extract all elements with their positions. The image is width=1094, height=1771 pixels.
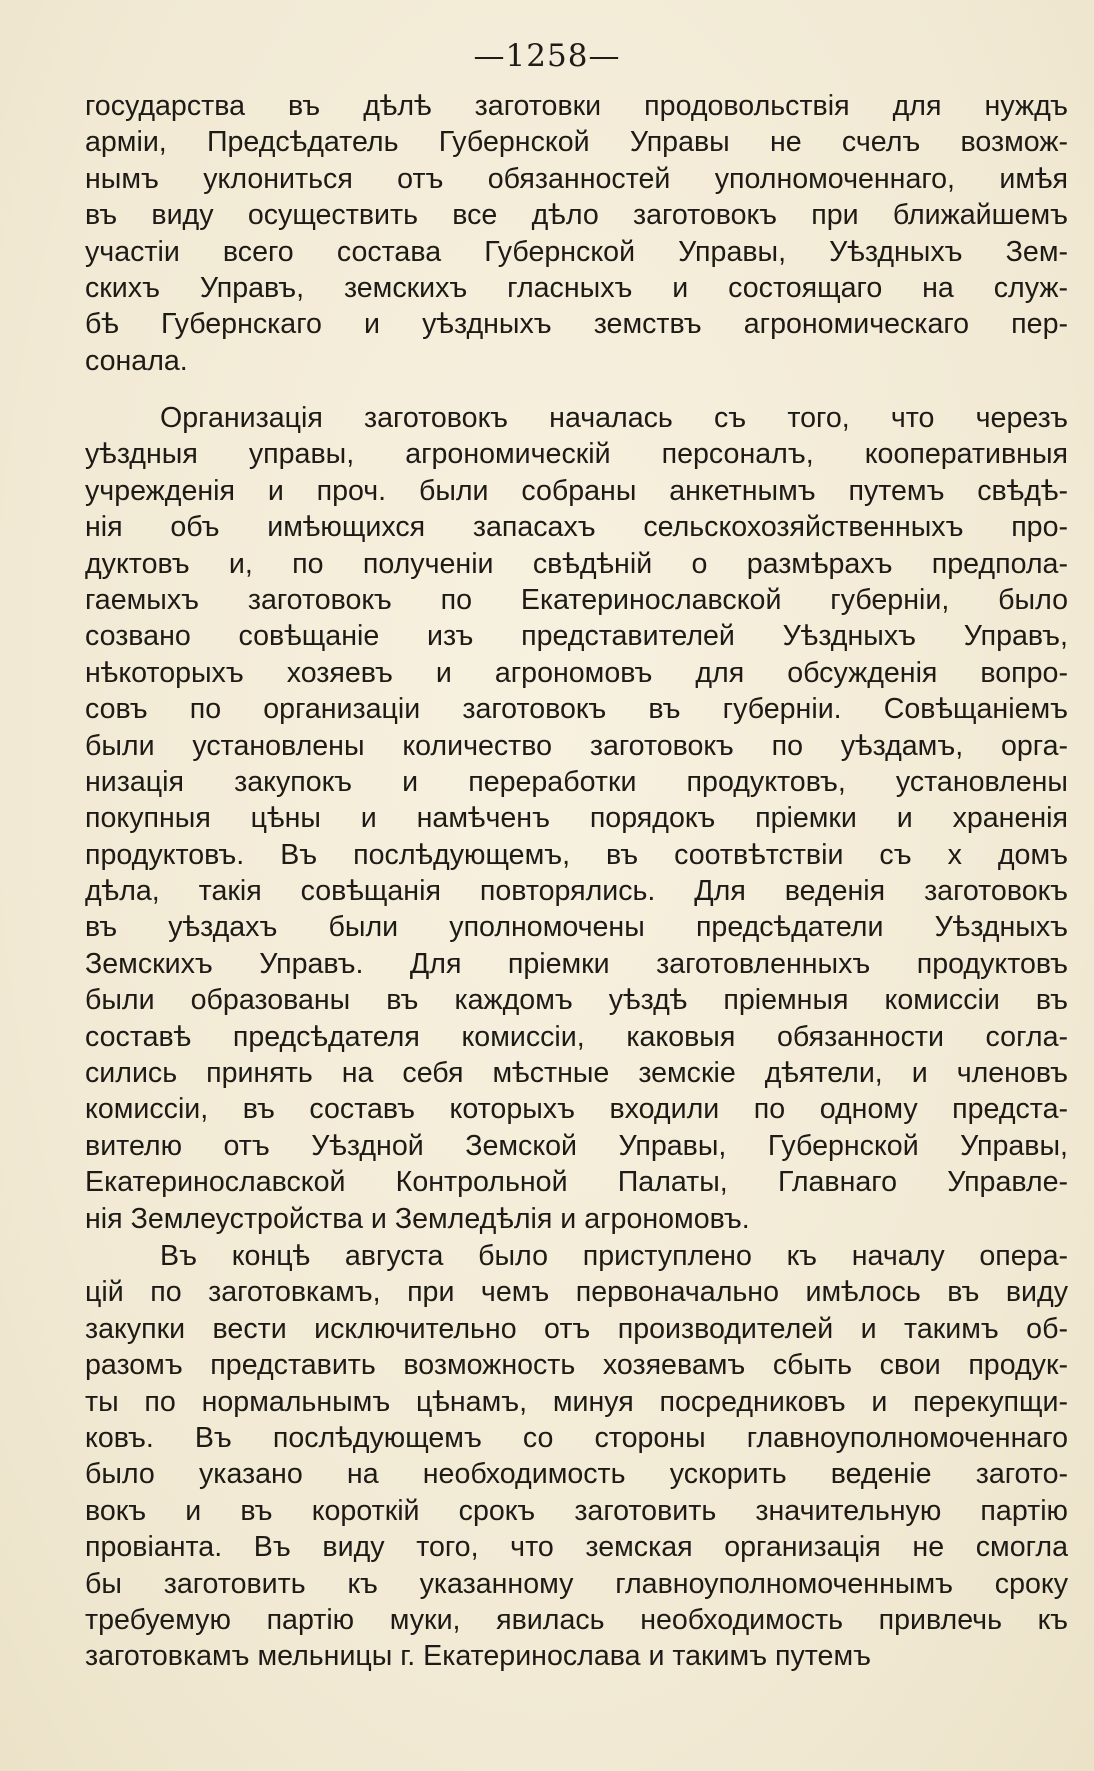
text-line: комиссіи, въ составъ которыхъ входили по одному предста- (85, 1093, 1068, 1126)
text-line: закупки вести исключительно отъ производителей и такимъ об- (85, 1312, 1068, 1345)
text-line: совъ по организаціи заготовокъ въ губерніи. Совѣщаніемъ (85, 693, 1068, 726)
text-line: сились принять на себя мѣстные земскіе дѣятели, и членовъ (85, 1057, 1068, 1090)
text-line: цій по заготовкамъ, при чемъ первоначально имѣлось въ виду (85, 1276, 1068, 1309)
text-line: разомъ представить возможность хозяевамъ сбыть свои продук- (85, 1349, 1068, 1382)
text-line: созвано совѣщаніе изъ представителей Уѣздныхъ Управъ, (85, 620, 1068, 653)
text-line: были установлены количество заготовокъ по уѣздамъ, орга- (85, 729, 1068, 762)
text-line: ковъ. Въ послѣдующемъ со стороны главноуполномоченнаго (85, 1421, 1068, 1454)
text-line: учрежденія и проч. были собраны анкетнымъ путемъ свѣдѣ- (85, 474, 1068, 507)
text-line: провіанта. Въ виду того, что земская организація не смогла (85, 1531, 1068, 1564)
text-line: вокъ и въ короткій срокъ заготовить значительную партію (85, 1494, 1068, 1527)
text-line: покупныя цѣны и намѣченъ порядокъ пріемки и храненія (85, 802, 1068, 835)
text-line: Екатеринославской Контрольной Палаты, Главнаго Управле- (85, 1166, 1068, 1199)
paragraph-3 (85, 1238, 1068, 1675)
text-line: заготовкамъ мельницы г. Екатеринослава и такимъ путемъ (85, 1640, 871, 1673)
paragraph-2 (85, 400, 1068, 1237)
text-line: требуемую партію муки, явилась необходимость привлечь къ (85, 1603, 1068, 1636)
text-line: гаемыхъ заготовокъ по Екатеринославской губерніи, было (85, 583, 1068, 616)
text-line: бы заготовить къ указанному главноуполномоченнымъ сроку (85, 1567, 1068, 1600)
text-line: ты по нормальнымъ цѣнамъ, минуя посредниковъ и перекупщи- (85, 1385, 1068, 1418)
text-line: скихъ Управъ, земскихъ гласныхъ и состоящаго на служ- (85, 271, 1068, 304)
text-line: Въ концѣ августа было приступлено къ началу опера- (160, 1240, 1068, 1272)
text-line: нія объ имѣющихся запасахъ сельскохозяйственныхъ про- (85, 511, 1068, 544)
text-line: участіи всего состава Губернской Управы, Уѣздныхъ Зем- (85, 235, 1068, 268)
page-number: —1258— (473, 38, 621, 74)
text-line: дуктовъ и, по полученіи свѣдѣній о размѣрахъ предпола- (85, 547, 1068, 580)
text-line: арміи, Предсѣдатель Губернской Управы не счелъ возмож- (85, 126, 1068, 159)
text-line: государства въ дѣлѣ заготовки продовольствія для нуждъ (85, 90, 1068, 122)
text-line: бѣ Губернскаго и уѣздныхъ земствъ агрономическаго пер- (85, 308, 1068, 341)
text-line: было указано на необходимость ускорить веденіе загото- (85, 1458, 1068, 1491)
paragraph-1 (85, 88, 1068, 379)
text-line: нѣкоторыхъ хозяевъ и агрономовъ для обсужденія вопро- (85, 656, 1068, 689)
text-line: составѣ предсѣдателя комиссіи, каковыя обязанности согла- (85, 1020, 1068, 1053)
text-line: въ виду осуществить все дѣло заготовокъ при ближайшемъ (85, 199, 1068, 232)
text-line: сонала. (85, 344, 188, 377)
text-line: были образованы въ каждомъ уѣздѣ пріемныя комиссіи въ (85, 984, 1068, 1017)
text-line: уѣздныя управы, агрономическій персоналъ, кооперативныя (85, 438, 1068, 471)
text-line: въ уѣздахъ были уполномочены предсѣдатели Уѣздныхъ (85, 911, 1068, 944)
text-line: нія Землеустройства и Земледѣлія и агрономовъ. (85, 1202, 750, 1235)
text-line: нымъ уклониться отъ обязанностей уполномоченнаго, имѣя (85, 162, 1068, 195)
text-line: продуктовъ. Въ послѣдующемъ, въ соотвѣтствіи съ х домъ (85, 838, 1068, 871)
text-line: Земскихъ Управъ. Для пріемки заготовленныхъ продуктовъ (85, 947, 1068, 980)
text-line: дѣла, такія совѣщанія повторялись. Для веденія заготовокъ (85, 875, 1068, 908)
text-line: вителю отъ Уѣздной Земской Управы, Губернской Управы, (85, 1129, 1068, 1162)
text-line: Организація заготовокъ началась съ того, что черезъ (160, 402, 1068, 434)
text-line: низація закупокъ и переработки продуктовъ, установлены (85, 765, 1068, 798)
